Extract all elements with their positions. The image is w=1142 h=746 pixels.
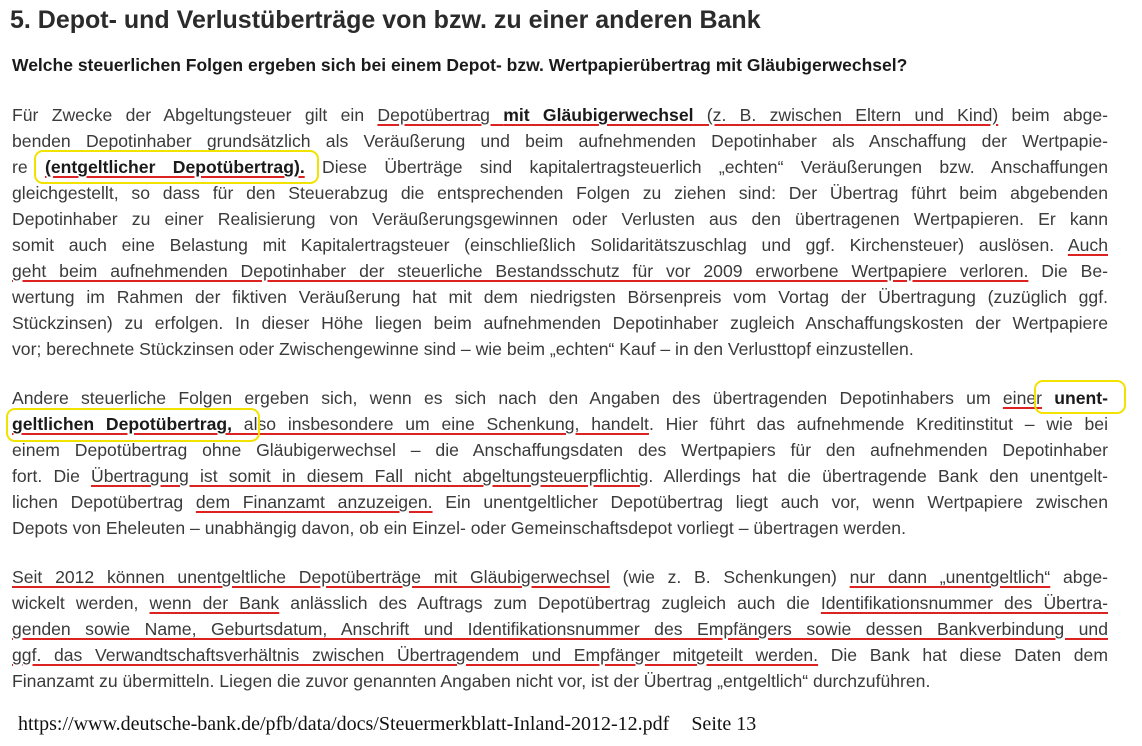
text-line: Stückzinsen) zu erfolgen. In dieser Höhe liegen beim aufnehmenden Depotinhaber zugleich Anschaffungskosten der Wertpapiere xyxy=(12,313,1108,333)
underlined-phrase: wenn der Bank xyxy=(149,593,280,613)
text-line: geltlichen Depotübertrag, also insbesondere um eine Schenkung, handelt. Hier führt das aufnehmende Kreditinstitut – wie bei xyxy=(12,414,1108,434)
underlined-phrase: Seit 2012 können unentgeltliche Depotüberträge mit Gläubigerwechsel xyxy=(12,567,610,587)
underlined-phrase: Depotübertrag xyxy=(377,105,504,125)
text-line: re (entgeltlicher Depotübertrag). Diese Überträge sind kapitalertragsteuerlich „echten“ Veräußerungen bzw. Anschaffungen xyxy=(12,157,1108,177)
text-line: geht beim aufnehmenden Depotinhaber der steuerliche Bestandsschutz für vor 2009 erworbene Wertpapiere verloren. Die Be- xyxy=(12,261,1108,281)
underlined-phrase: geht beim aufnehmenden Depotinhaber der steuerliche Bestandsschutz für vor 2009 erworbene Wertpapiere verloren. xyxy=(12,261,1029,281)
text-line: fort. Die Übertragung ist somit in diesem Fall nicht abgeltungsteuerpflichtig. Allerdings hat die übertragende Bank den unentgelt- xyxy=(12,466,1108,486)
text-line: Für Zwecke der Abgeltungsteuer gilt ein Depotübertrag mit Gläubigerwechsel (z. B. zwischen Eltern und Kind) beim abge- xyxy=(12,105,1108,125)
underlined-phrase: also insbesondere um eine Schenkung, handelt xyxy=(232,414,649,434)
text-line: vor; berechnete Stückzinsen oder Zwischengewinne sind – wie beim „echten“ Kauf – in den Verlusttopf einzustellen. xyxy=(12,339,914,359)
underlined-phrase: Auch xyxy=(1067,235,1108,255)
text-line: benden Depotinhaber grundsätzlich als Veräußerung und beim aufnehmenden Depotinhaber als Anschaffung der Wertpapie- xyxy=(12,131,1108,151)
bold-phrase: geltlichen Depotübertrag, xyxy=(12,414,232,434)
highlight-circle xyxy=(1034,380,1126,414)
bold-phrase: unent- xyxy=(1054,388,1108,408)
underlined-phrase: nur dann „unentgeltlich“ xyxy=(849,567,1051,587)
bold-phrase: mit Gläubigerwechsel xyxy=(503,105,694,125)
paragraph-1 xyxy=(12,102,1108,362)
paragraph-3 xyxy=(12,564,1108,694)
text-line: Depotinhaber zu einer Realisierung von Veräußerungsgewinnen oder Verlusten aus den übertragenen Wertpapieren. Er kann xyxy=(12,209,1108,229)
section-heading: 5. Depot- und Verlustüberträge von bzw. zu einer anderen Bank xyxy=(10,6,761,34)
highlight-circle xyxy=(34,150,319,184)
underlined-phrase: (z. B. zwischen Eltern und Kind) xyxy=(693,105,999,125)
underlined-phrase: einer xyxy=(1002,388,1042,408)
text-line: genden sowie Name, Geburtsdatum, Anschrift und Identifikationsnummer des Empfängers sowie dessen Bankverbindung und xyxy=(12,619,1108,639)
question-heading: Welche steuerlichen Folgen ergeben sich bei einem Depot- bzw. Wertpapierübertrag mit Gläubigerwechsel? xyxy=(12,55,908,75)
source-url[interactable]: https://www.deutsche-bank.de/pfb/data/docs/Steuermerkblatt-Inland-2012-12.pdf xyxy=(18,713,670,735)
underlined-phrase: Übertragung ist somit in diesem Fall nicht abgeltungsteuerpflichtig xyxy=(91,466,649,486)
text-line: lichen Depotübertrag dem Finanzamt anzuzeigen. Ein unentgeltlicher Depotübertrag liegt auch vor, wenn Wertpapiere zwischen xyxy=(12,492,1108,512)
text-line: Seit 2012 können unentgeltliche Depotüberträge mit Gläubigerwechsel (wie z. B. Schenkungen) nur dann „unentgeltlich“ abge- xyxy=(12,567,1108,587)
source-footer xyxy=(18,713,756,736)
underlined-phrase: ggf. das Verwandtschaftsverhältnis zwischen Übertragendem und Empfänger mitgeteilt werden. xyxy=(12,645,819,665)
underlined-phrase: dem Finanzamt anzuzeigen. xyxy=(195,492,433,512)
text-line: somit auch eine Belastung mit Kapitalertragsteuer (einschließlich Solidaritätszuschlag und ggf. Kirchensteuer) auslösen. Auch xyxy=(12,235,1108,255)
text-line: einem Depotübertrag ohne Gläubigerwechsel – die Anschaffungsdaten des Wertpapiers für den aufnehmenden Depotinhaber xyxy=(12,440,1108,460)
underlined-phrase: Identifikationsnummer des Übertra- xyxy=(820,593,1108,613)
text-line: ggf. das Verwandtschaftsverhältnis zwischen Übertragendem und Empfänger mitgeteilt werden. Die Bank hat diese Daten dem xyxy=(12,645,1108,665)
bold-phrase: (entgeltlicher Depotübertrag). xyxy=(44,157,305,177)
text-line: gleichgestellt, so dass für den Steuerabzug die entsprechenden Folgen zu ziehen sind: Der Übertrag führt beim abgebenden xyxy=(12,183,1108,203)
text-line: Andere steuerliche Folgen ergeben sich, wenn es sich nach den Angaben des übertragenden Depotinhabers um einer unent- xyxy=(12,388,1108,408)
text-line: wickelt werden, wenn der Bank anlässlich des Auftrags zum Depotübertrag zugleich auch die Identifikationsnummer des Übertra- xyxy=(12,593,1108,613)
text-line: wertung im Rahmen der fiktiven Veräußerung hat mit dem niedrigsten Börsenpreis vom Vortag der Übertragung (zuzüglich ggf. xyxy=(12,287,1108,307)
page-number: Seite 13 xyxy=(691,713,757,735)
highlight-circle xyxy=(6,408,260,442)
text-line: Finanzamt zu übermitteln. Liegen die zuvor genannten Angaben nicht vor, ist der Übertrag „entgeltlich“ durchzuführen. xyxy=(12,671,931,691)
text-line: Depots von Eheleuten – unabhängig davon, ob ein Einzel- oder Gemeinschaftsdepot vorliegt – übertragen werden. xyxy=(12,518,906,538)
